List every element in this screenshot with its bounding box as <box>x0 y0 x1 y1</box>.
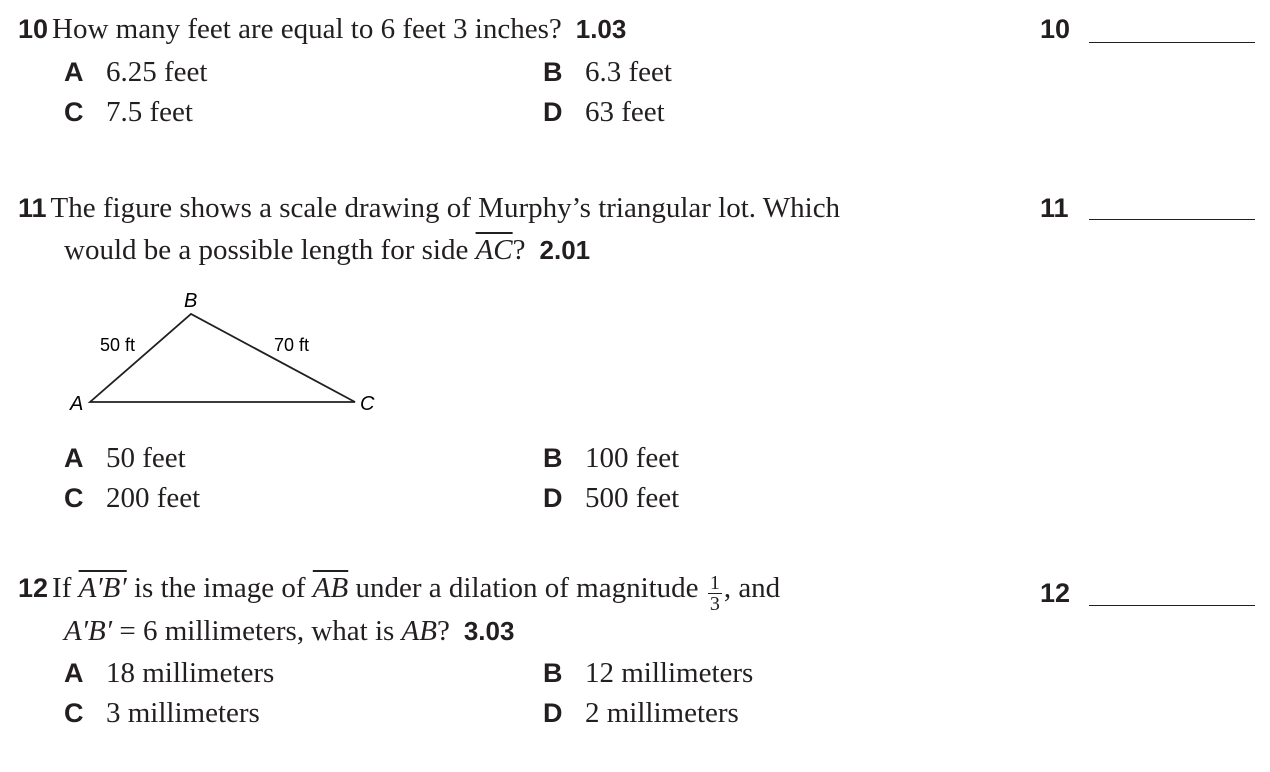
question-12-stem: 12 If A′B′ is the image of $\overline{AB}$ under a dilation of magnitude $\frac{1}{3}$ , and <box>18 571 781 615</box>
choice-a[interactable]: A 6.25 feet <box>64 56 208 88</box>
answer-number-12: 12 <box>1040 578 1071 608</box>
segment-ac: $\overline{AC}$ <box>475 234 513 266</box>
question-11-stem <box>18 192 840 225</box>
question-12-line2: A′B′ = 6 millimeters, what is AB? 3.03 <box>64 615 515 647</box>
vertex-b-label: B <box>184 290 198 312</box>
choice-d[interactable]: D 63 feet <box>543 96 665 128</box>
question-10-stem <box>18 13 626 46</box>
side-bc-label: 70 ft <box>274 335 310 355</box>
triangle-abc <box>90 314 355 402</box>
question-number: 12 <box>18 573 49 603</box>
choice-b[interactable]: B 6.3 feet <box>543 56 672 88</box>
choice-b[interactable]: B 12 millimeters <box>543 657 754 689</box>
fraction-one-third: $\frac{1}{3}$ <box>709 571 720 615</box>
answer-blank-10[interactable] <box>1089 42 1255 43</box>
answer-blank-11[interactable] <box>1089 219 1255 220</box>
segment-ab: $\overline{AB}$ <box>312 572 349 604</box>
standard-code: 3.03 <box>463 616 515 646</box>
triangle-figure <box>60 280 400 420</box>
choice-d[interactable]: D 2 millimeters <box>543 697 739 729</box>
choice-b[interactable]: B 100 feet <box>543 442 680 474</box>
question-number: 11 <box>18 193 47 223</box>
choice-a[interactable]: A 18 millimeters <box>64 657 275 689</box>
answer-number-11: 11 <box>1040 193 1069 223</box>
segment-a-prime-b-prime: A′B′ <box>78 572 127 604</box>
question-number: 10 <box>18 14 49 44</box>
choice-d[interactable]: D 500 feet <box>543 482 680 514</box>
choice-c[interactable]: C 7.5 feet <box>64 96 193 128</box>
standard-code: 1.03 <box>575 14 627 44</box>
vertex-a-label: A <box>70 393 84 415</box>
choice-c[interactable]: C 3 millimeters <box>64 697 260 729</box>
choice-a[interactable]: A 50 feet <box>64 442 186 474</box>
question-11-line2: would be a possible length for side $\overline{AC}$? 2.01 <box>64 234 591 266</box>
standard-code: 2.01 <box>539 235 591 265</box>
question-text-line1: The figure shows a scale drawing of Murphy’s triangular lot. Which <box>50 192 841 224</box>
vertex-c-label: C <box>360 393 375 415</box>
answer-number-10: 10 <box>1040 14 1071 44</box>
answer-blank-12[interactable] <box>1089 605 1255 606</box>
side-ab-label: 50 ft <box>100 335 136 355</box>
choice-c[interactable]: C 200 feet <box>64 482 201 514</box>
question-text: How many feet are equal to 6 feet 3 inches? <box>52 13 562 45</box>
